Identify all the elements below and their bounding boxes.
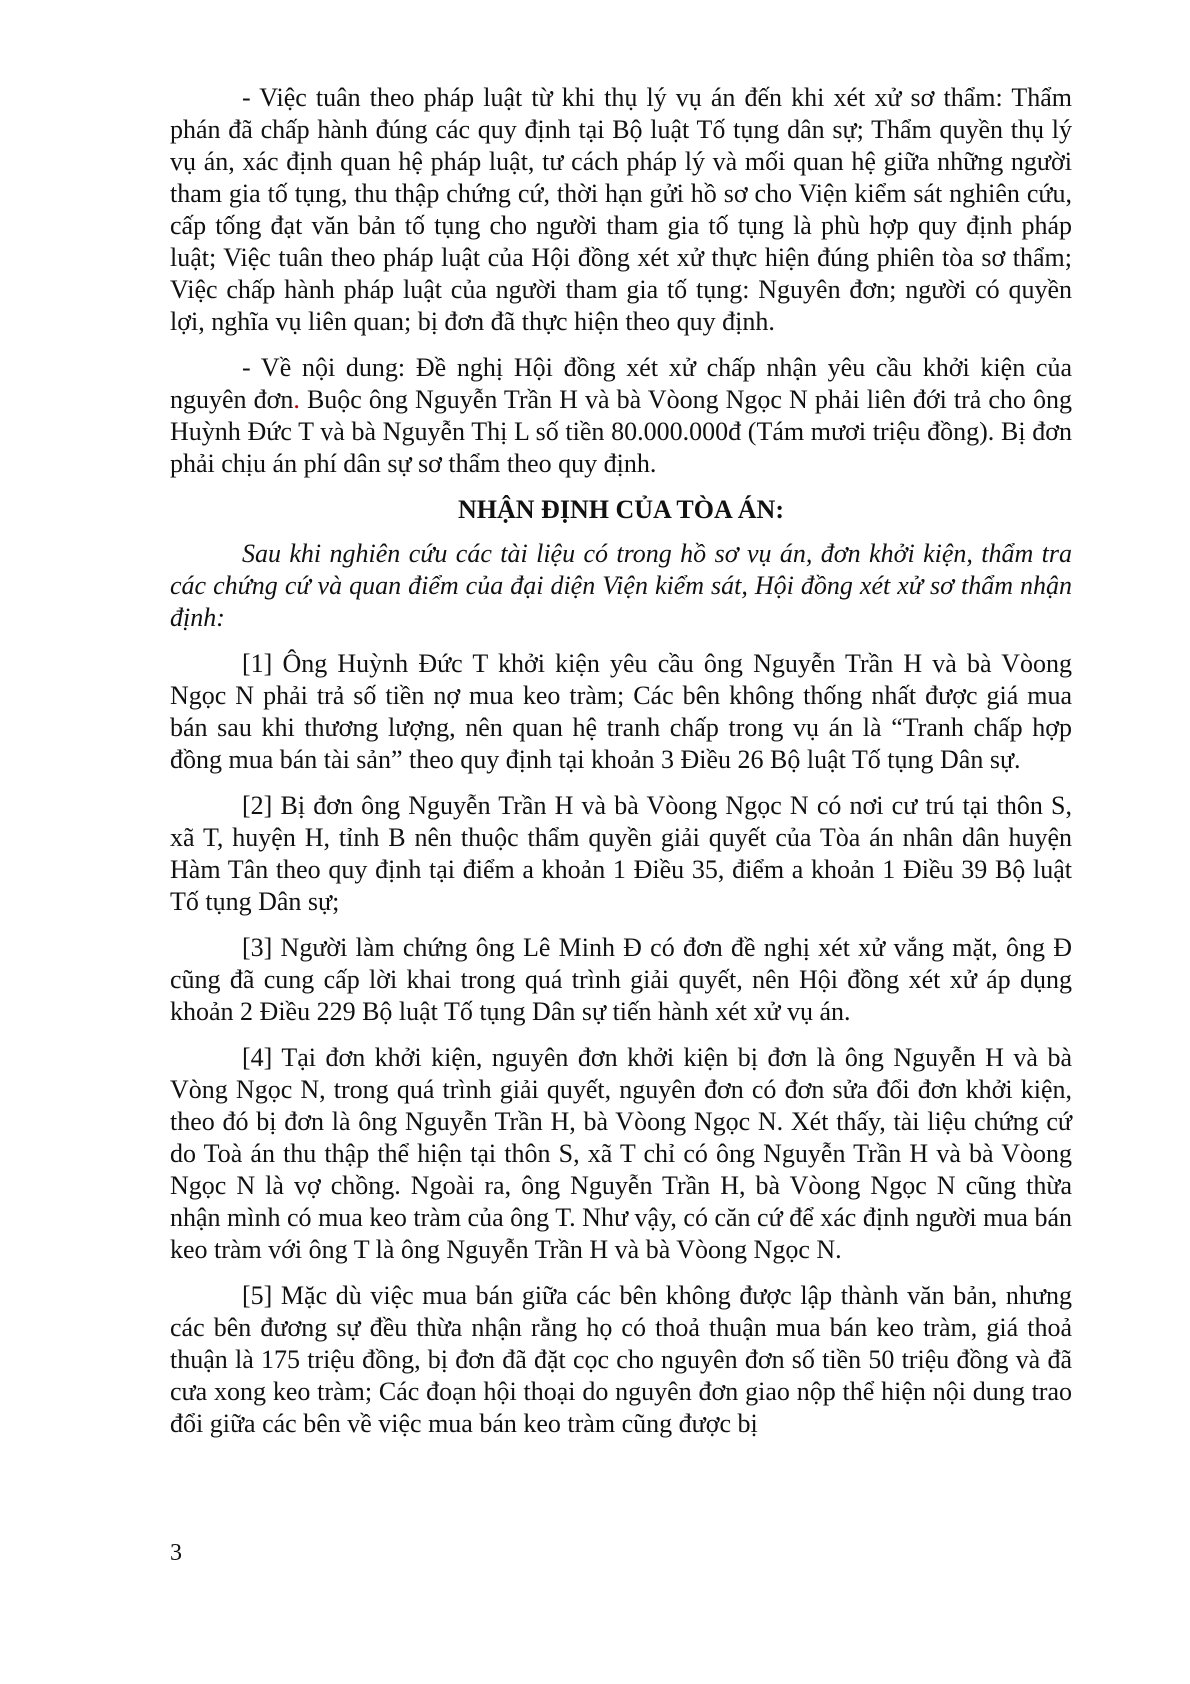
content-dot: .	[293, 385, 300, 414]
procedure-paragraph: - Việc tuân theo pháp luật từ khi thụ lý vụ án đến khi xét xử sơ thẩm: Thẩm phán đã chấp hành đúng các quy định tại Bộ luật Tố tụng dân sự; Thẩm quyền thụ lý vụ án, xác định quan hệ pháp luật, tư cách pháp lý và mối quan hệ giữa những người tham gia tố tụng, thu thập chứng cứ, thời hạn gửi hồ sơ cho Viện kiểm sát nghiên cứu, cấp tống đạt văn bản tố tụng cho người tham gia tố tụng là phù hợp quy định pháp luật; Việc tuân theo pháp luật của Hội đồng xét xử thực hiện đúng phiên tòa sơ thẩm; Việc chấp hành pháp luật của người tham gia tố tụng: Nguyên đơn; người có quyền lợi, nghĩa vụ liên quan; bị đơn đã thực hiện theo quy định.	[170, 83, 1072, 336]
document-page	[170, 82, 1072, 1454]
content-paragraph	[170, 352, 1072, 480]
finding-5: [5] Mặc dù việc mua bán giữa các bên không được lập thành văn bản, nhưng các bên đương sự đều thừa nhận rằng họ có thoả thuận mua bán keo tràm, giá thoả thuận là 175 triệu đồng, bị đơn đã đặt cọc cho nguyên đơn số tiền 50 triệu đồng và đã cưa xong keo tràm; Các đoạn hội thoại do nguyên đơn giao nộp thể hiện nội dung trao đổi giữa các bên về việc mua bán keo tràm cũng được bị	[170, 1281, 1072, 1438]
content-part-2: Buộc ông Nguyễn Trần H và bà Vòong Ngọc N phải liên đới trả cho ông Huỳnh Đức T và bà Nguyễn Thị L số tiền 80.000.000đ (Tám mươi triệu đồng). Bị đơn phải chịu án phí dân sự sơ thẩm theo quy định.	[170, 385, 1072, 478]
page-number: 3	[170, 1540, 182, 1566]
finding-2: [2] Bị đơn ông Nguyễn Trần H và bà Vòong Ngọc N có nơi cư trú tại thôn S, xã T, huyện H, tỉnh B nên thuộc thẩm quyền giải quyết của Tòa án nhân dân huyện Hàm Tân theo quy định tại điểm a khoản 1 Điều 35, điểm a khoản 1 Điều 39 Bộ luật Tố tụng Dân sự;	[170, 791, 1072, 916]
finding-1: [1] Ông Huỳnh Đức T khởi kiện yêu cầu ông Nguyễn Trần H và bà Vòong Ngọc N phải trả số tiền nợ mua keo tràm; Các bên không thống nhất được giá mua bán sau khi thương lượng, nên quan hệ tranh chấp trong vụ án là “Tranh chấp hợp đồng mua bán tài sản” theo quy định tại khoản 3 Điều 26 Bộ luật Tố tụng Dân sự.	[170, 649, 1072, 774]
finding-4: [4] Tại đơn khởi kiện, nguyên đơn khởi kiện bị đơn là ông Nguyễn H và bà Vòng Ngọc N, trong quá trình giải quyết, nguyên đơn có đơn sửa đổi đơn khởi kiện, theo đó bị đơn là ông Nguyễn Trần H, bà Vòong Ngọc N. Xét thấy, tài liệu chứng cứ do Toà án thu thập thể hiện tại thôn S, xã T chỉ có ông Nguyễn Trần H và bà Vòong Ngọc N là vợ chồng. Ngoài ra, ông Nguyễn Trần H, bà Vòong Ngọc N cũng thừa nhận mình có mua keo tràm của ông T. Như vậy, có căn cứ để xác định người mua bán keo tràm với ông T là ông Nguyễn Trần H và bà Vòong Ngọc N.	[170, 1043, 1072, 1264]
finding-3: [3] Người làm chứng ông Lê Minh Đ có đơn đề nghị xét xử vắng mặt, ông Đ cũng đã cung cấp lời khai trong quá trình giải quyết, nên Hội đồng xét xử áp dụng khoản 2 Điều 229 Bộ luật Tố tụng Dân sự tiến hành xét xử vụ án.	[170, 933, 1072, 1026]
content-part-1: - Về nội dung: Đề nghị Hội đồng xét xử chấp nhận yêu cầu khởi kiện của nguyên đơn	[170, 353, 1072, 414]
intro-paragraph: Sau khi nghiên cứu các tài liệu có trong hồ sơ vụ án, đơn khởi kiện, thẩm tra các chứng cứ và quan điểm của đại diện Viện kiểm sát, Hội đồng xét xử sơ thẩm nhận định:	[170, 539, 1072, 632]
section-heading: NHẬN ĐỊNH CỦA TÒA ÁN:	[458, 495, 784, 524]
